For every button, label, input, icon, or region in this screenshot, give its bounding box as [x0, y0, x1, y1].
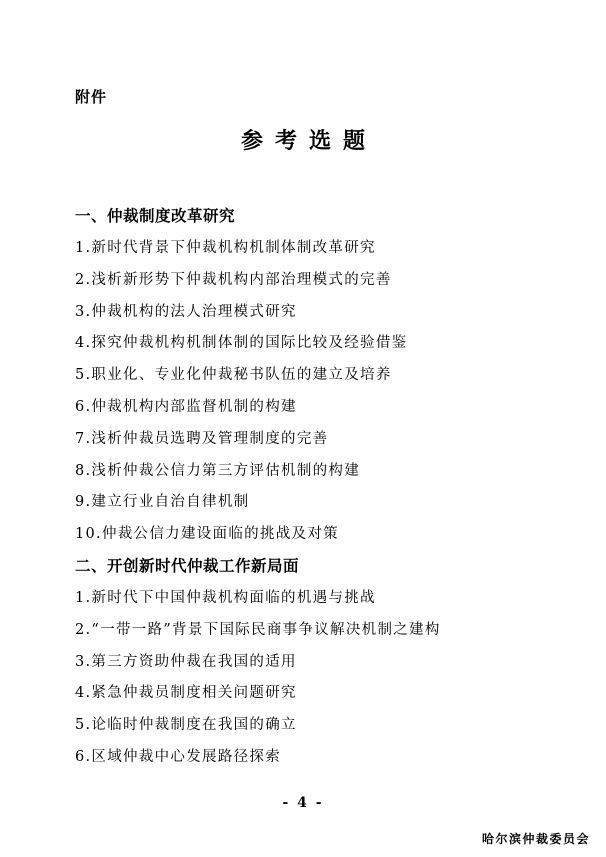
- list-item: 1.新时代下中国仲裁机构面临的机遇与挑战: [75, 589, 376, 606]
- list-item: 5.论临时仲裁制度在我国的确立: [75, 717, 297, 734]
- section-heading: 一、仲裁制度改革研究: [75, 207, 236, 225]
- list-item: 3.第三方资助仲裁在我国的适用: [75, 653, 297, 670]
- list-item: 4.紧急仲裁员制度相关问题研究: [75, 685, 297, 702]
- list-item: 5.职业化、专业化仲裁秘书队伍的建立及培养: [75, 367, 392, 384]
- list-item: 2.浅析新形势下仲裁机构内部治理模式的完善: [75, 271, 392, 288]
- page-title: 参考选题: [240, 128, 377, 154]
- list-item: 4.探究仲裁机构机制体制的国际比较及经验借鉴: [75, 335, 408, 352]
- page-number: - 4 -: [282, 795, 324, 811]
- list-item: 6.仲裁机构内部监督机制的构建: [75, 398, 297, 415]
- topic-list: [75, 202, 545, 775]
- list-item: 10.仲裁公信力建设面临的挑战及对策: [75, 526, 339, 543]
- list-item: 6.区域仲裁中心发展路径探索: [75, 748, 282, 765]
- list-item: 2.“一带一路”背景下国际民商事争议解决机制之建构: [75, 621, 441, 638]
- list-item: 7.浅析仲裁员选聘及管理制度的完善: [75, 430, 329, 447]
- attachment-label: 附件: [75, 88, 108, 106]
- list-item: 9.建立行业自治自律机制: [75, 494, 250, 511]
- list-item: 8.浅析仲裁公信力第三方评估机制的构建: [75, 462, 361, 479]
- list-item: 1.新时代背景下仲裁机构机制体制改革研究: [75, 240, 376, 256]
- section-heading: 二、开创新时代仲裁工作新局面: [75, 556, 300, 575]
- list-item: 3.仲裁机构的法人治理模式研究: [75, 303, 297, 320]
- organization-footer: 哈尔滨仲裁委员会: [481, 832, 590, 846]
